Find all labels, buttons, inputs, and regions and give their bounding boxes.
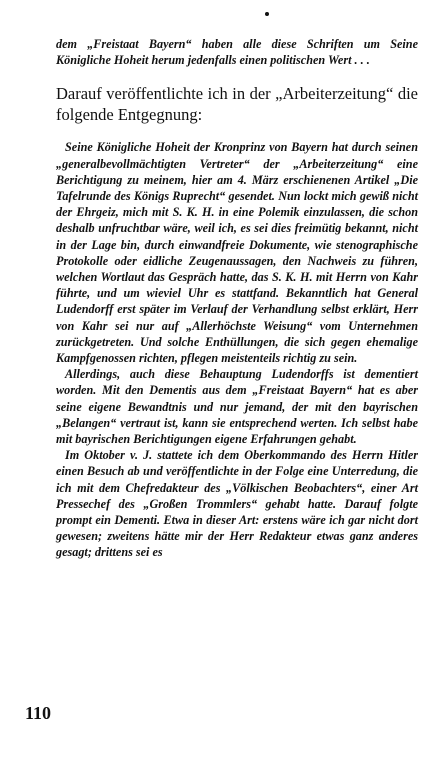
reply-paragraph: Im Oktober v. J. stattete ich dem Oberkommando des Herrn Hitler einen Besuch ab und veröffentlichte in der Folge eine Unterredung, die ich mit dem Chefredakteur des „Völkischen Beobachters“, einer Art Pressechef des „Großen Trommlers“ gehabt hatte. Darauf folgte prompt ein Dementi. Etwa in dieser Art: erstens wäre ich gar nicht dort gewesen; zweitens hätte mir der Herr Redakteur etwas ganz anderes gesagt; drittens sei es: [56, 448, 418, 560]
page-number: 110: [25, 703, 52, 723]
reply-paragraph: Allerdings, auch diese Behauptung Ludendorffs ist dementiert worden. Mit den Dementis aus dem „Freistaat Bayern“ hat es aber seine eigene Bewandtnis und nur jemand, der mit den bayrischen „Belangen“ vertraut ist, kann sie entsprechend werten. Ich selbst habe mit bayrischen Berichtigungen eigene Erfahrungen gehabt.: [56, 367, 418, 447]
ink-dot: [265, 12, 269, 16]
intro-quote: dem „Freistaat Bayern“ haben alle diese Schriften um Seine Königliche Hoheit herum jedenfalls einen politischen Wert . . .: [56, 37, 418, 68]
section-heading: Darauf veröffentlichte ich in der „Arbeiterzeitung“ die folgende Entgegnung:: [56, 84, 418, 124]
reply-paragraph: Seine Königliche Hoheit der Kronprinz von Bayern hat durch seinen „generalbevollmächtigten Vertreter“ der „Arbeiterzeitung“ eine Berichtigung zu meinem, hier am 4. März erschienenen Artikel „Die Tafelrunde des Königs Ruprecht“ gesendet. Nun lockt mich gewiß nicht der Ehrgeiz, mich mit S. K. H. in eine Polemik einzulassen, die schon deshalb unfruchtbar wäre, weil ich, es sei dies freimütig bekannt, nicht in der Lage bin, durch einwandfreie Dokumente, wie stenographische Protokolle oder eidliche Zeugenaussagen, den Nachweis zu führen, welchen Wortlaut das Gespräch hatte, das S. K. H. mit Herrn von Kahr führte, und um wieviel Uhr es stattfand. Bekanntlich hat General Ludendorff erst später im Verlauf der Verhandlung selbst erklärt, Herr von Kahr sei nur auf „Allerhöchste Weisung“ vom Unternehmen zurückgetreten. Und solche Enthüllungen, die sich gegen ehemalige Kampfgenossen richten, pflegen meistenteils richtig zu sein.: [56, 140, 418, 366]
book-page: [56, 36, 418, 561]
reply-text: [56, 139, 418, 560]
